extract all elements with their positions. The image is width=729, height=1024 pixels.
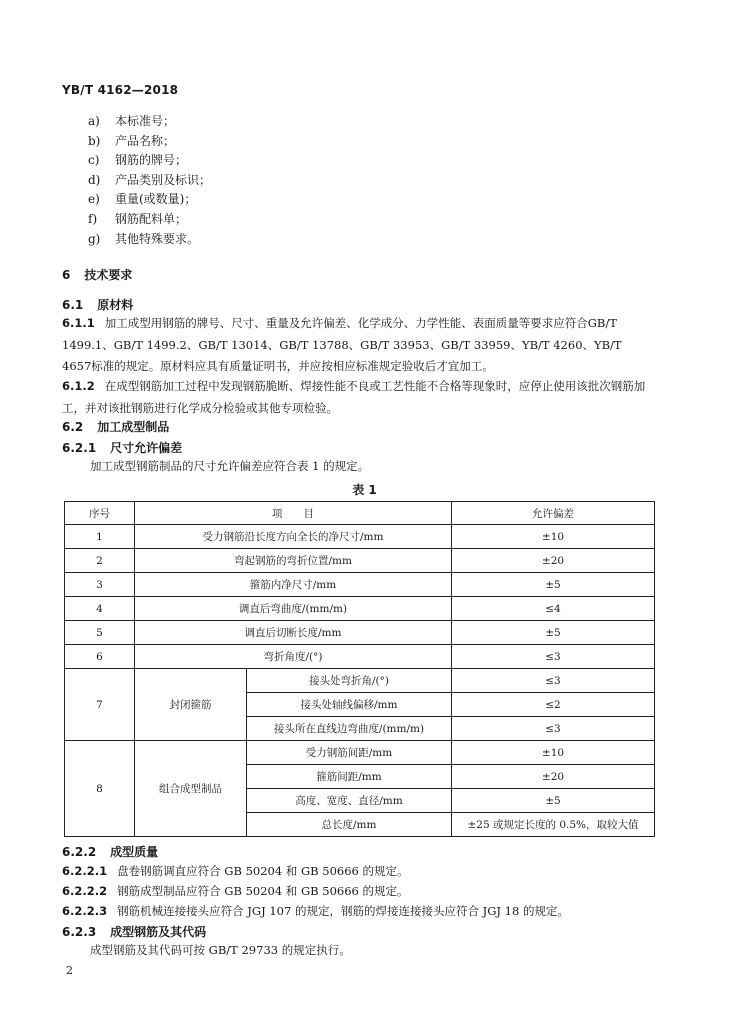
header-tolerance: 允许偏差 — [452, 502, 655, 525]
section-number: 6.1 — [62, 298, 84, 312]
cell-tolerance: ≤3 — [452, 645, 655, 669]
section-title: 加工成型制品 — [97, 420, 170, 434]
section-title: 成型钢筋及其代码 — [110, 925, 207, 939]
cell-group-name: 封闭箍筋 — [135, 669, 247, 741]
cell-item: 弯起钢筋的弯折位置/mm — [135, 549, 452, 573]
section-number: 6.2.3 — [62, 925, 97, 939]
clause-6-1-2 — [62, 376, 654, 419]
list-item — [88, 190, 211, 210]
header-item: 项 目 — [135, 502, 452, 525]
section-6-2-3-heading — [62, 923, 206, 940]
table-row — [65, 573, 655, 597]
cell-no: 5 — [65, 621, 135, 645]
list-item — [88, 210, 211, 230]
list-item — [88, 112, 211, 132]
section-6-heading — [62, 266, 132, 283]
cell-sub-item: 高度、宽度、直径/mm — [247, 789, 452, 813]
list-item — [88, 171, 211, 191]
clause-text: 钢筋成型制品应符合 GB 50204 和 GB 50666 的规定。 — [117, 884, 409, 898]
cell-no: 1 — [65, 525, 135, 549]
table-row — [65, 669, 655, 693]
clause-6-2-2-1 — [62, 863, 409, 879]
cell-no: 4 — [65, 597, 135, 621]
clause-number: 6.2.2.2 — [62, 884, 108, 898]
cell-sub-item: 受力钢筋间距/mm — [247, 741, 452, 765]
section-number: 6 — [62, 268, 71, 282]
list-item-text: 产品类别及标识； — [115, 172, 212, 187]
cell-item: 调直后切断长度/mm — [135, 621, 452, 645]
cell-tolerance: ±20 — [452, 549, 655, 573]
cell-item: 受力钢筋沿长度方向全长的净尺寸/mm — [135, 525, 452, 549]
cell-tolerance: ≤4 — [452, 597, 655, 621]
cell-item: 弯折角度/(°) — [135, 645, 452, 669]
table-row — [65, 741, 655, 765]
cell-sub-item: 接头处弯折角/(°) — [247, 669, 452, 693]
cell-tolerance: ±25 或规定长度的 0.5%，取较大值 — [452, 813, 655, 837]
clause-number: 6.1.2 — [62, 379, 95, 393]
cell-tolerance: ≤3 — [452, 669, 655, 693]
page-number: 2 — [66, 964, 73, 977]
list-item — [88, 230, 211, 250]
cell-no: 2 — [65, 549, 135, 573]
section-6-2-1-heading — [62, 439, 182, 456]
section-number: 6.2.1 — [62, 441, 97, 455]
section-6-2-2-heading — [62, 843, 158, 860]
table-row — [65, 621, 655, 645]
standard-number-header: YB/T 4162—2018 — [62, 83, 179, 97]
clause-number: 6.2.2.3 — [62, 904, 108, 918]
clause-6-2-2-3 — [62, 903, 569, 919]
table-row — [65, 597, 655, 621]
clause-6-1-1 — [62, 313, 654, 378]
cell-sub-item: 总长度/mm — [247, 813, 452, 837]
cell-item: 调直后弯曲度/(mm/m) — [135, 597, 452, 621]
list-item-label: a) — [88, 114, 100, 128]
table-row — [65, 549, 655, 573]
table-caption: 表 1 — [352, 483, 377, 497]
list-item — [88, 132, 211, 152]
list-item-label: g) — [88, 231, 101, 246]
section-title: 尺寸允许偏差 — [110, 441, 183, 455]
list-item-label: b) — [88, 133, 101, 148]
table-row — [65, 645, 655, 669]
section-6-2-heading — [62, 418, 169, 435]
cell-sub-item: 接头所在直线边弯曲度/(mm/m) — [247, 717, 452, 741]
cell-no: 3 — [65, 573, 135, 597]
section-number: 6.2.2 — [62, 845, 97, 859]
cell-tolerance: ±20 — [452, 765, 655, 789]
cell-no: 8 — [65, 741, 135, 837]
section-title: 原材料 — [97, 298, 134, 312]
list-item-label: f) — [88, 211, 98, 226]
header-no: 序号 — [65, 502, 135, 525]
clause-text: 加工成型用钢筋的牌号、尺寸、重量及允许偏差、化学成分、力学性能、表面质量等要求应符合GB/T 1499.1、GB/T 1499.2、GB/T 13014、GB/T 13788、GB/T 33953、GB/T 33959、YB/T 4260、YB/T 4657标准的规定。原材料应具有质量证明书，并应按相应标准规定验收后才宜加工。 — [62, 316, 622, 373]
cell-tolerance: ±10 — [452, 525, 655, 549]
table-header-row — [65, 502, 655, 525]
section-6-1-heading — [62, 296, 133, 313]
table-row — [65, 525, 655, 549]
clause-number: 6.1.1 — [62, 316, 95, 330]
cell-tolerance: ±10 — [452, 741, 655, 765]
cell-group-name: 组合成型制品 — [135, 741, 247, 837]
list-item-text: 本标准号； — [115, 114, 176, 128]
cell-tolerance: ±5 — [452, 621, 655, 645]
cell-no: 6 — [65, 645, 135, 669]
list-item-label: c) — [88, 153, 100, 168]
list-item-text: 钢筋的牌号； — [115, 153, 188, 168]
list-item-label: e) — [88, 192, 100, 207]
clause-text: 盘卷钢筋调直应符合 GB 50204 和 GB 50666 的规定。 — [117, 864, 409, 878]
cell-sub-item: 接头处轴线偏移/mm — [247, 693, 452, 717]
cell-tolerance: ≤2 — [452, 693, 655, 717]
list-item-text: 产品名称； — [115, 133, 176, 148]
cell-tolerance: ≤3 — [452, 717, 655, 741]
table-intro-text: 加工成型钢筋制品的尺寸允许偏差应符合表 1 的规定。 — [90, 459, 370, 473]
list-item-text: 钢筋配料单； — [115, 211, 188, 226]
cell-no: 7 — [65, 669, 135, 741]
order-items-list — [88, 112, 211, 249]
cell-item: 箍筋内净尺寸/mm — [135, 573, 452, 597]
section-number: 6.2 — [62, 420, 84, 434]
list-item-label: d) — [88, 172, 101, 187]
clause-text: 钢筋机械连接接头应符合 JGJ 107 的规定，钢筋的焊接连接接头应符合 JGJ 18 的规定。 — [117, 904, 569, 918]
cell-tolerance: ±5 — [452, 573, 655, 597]
section-title: 技术要求 — [84, 268, 133, 282]
cell-sub-item: 箍筋间距/mm — [247, 765, 452, 789]
clause-number: 6.2.2.1 — [62, 864, 108, 878]
section-title: 成型质量 — [110, 845, 159, 859]
clause-6-2-2-2 — [62, 883, 409, 899]
list-item-text: 其他特殊要求。 — [115, 231, 200, 246]
clause-text: 在成型钢筋加工过程中发现钢筋脆断、焊接性能不良或工艺性能不合格等现象时，应停止使用该批次钢筋加工，并对该批钢筋进行化学成分检验或其他专项检验。 — [62, 379, 646, 415]
clause-6-2-3-text: 成型钢筋及其代码可按 GB/T 29733 的规定执行。 — [90, 943, 351, 957]
tolerance-table — [64, 501, 655, 837]
list-item-text: 重量(或数量)； — [115, 192, 197, 207]
list-item — [88, 151, 211, 171]
cell-tolerance: ±5 — [452, 789, 655, 813]
